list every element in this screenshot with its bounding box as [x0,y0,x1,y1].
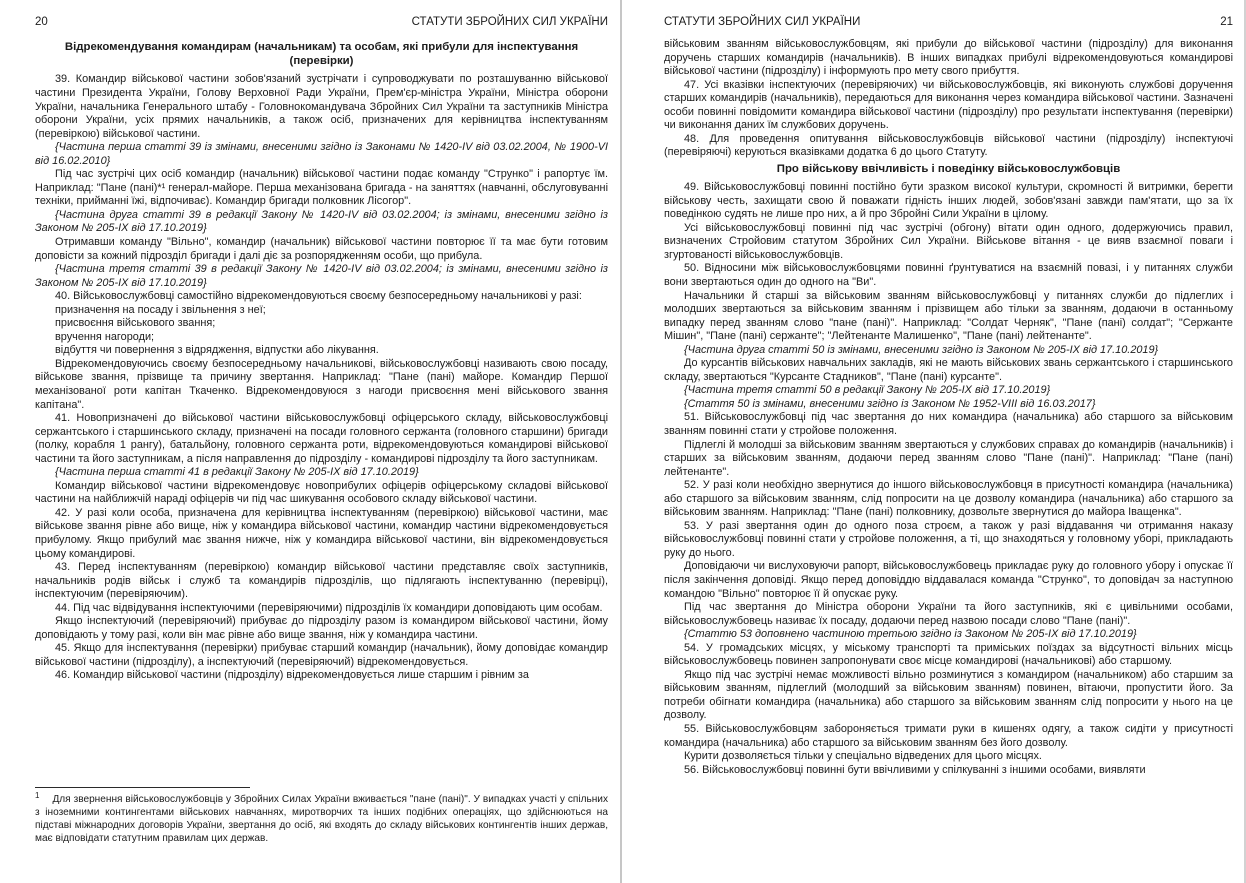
paragraph: військовим званням військовослужбовцям, які прибули до військової частини (підрозділу) для виконання доручень старших командирів (начальників). В інших випадках прибулі відрекомендовуються командирові військової частини (підрозділу) і інформують про мету свого прибуття. [664,38,1233,78]
paragraph: Під час звертання до Міністра оборони України та його заступників, які є цивільними особами, військовослужбовець називає їх посаду, додаючи перед назвою посади слово "Пане (пані)". [664,601,1233,627]
paragraph: Курити дозволяється тільки у спеціально відведених для цього місцях. [684,750,1042,763]
paragraph: 56. Військовослужбовці повинні бути ввічливими у спілкуванні з іншими особами, виявляти [684,763,1146,776]
paragraph: 40. Військовослужбовці самостійно відрекомендовуються своєму безпосередньому начальникові у разі: [55,290,582,303]
amendment-note: {Частина перша статті 39 із змінами, внесеними згідно із Законами № 1420-IV від 03.02.2004, № 1900-VI від 16.02.2010} [35,141,608,167]
running-title: СТАТУТИ ЗБРОЙНИХ СИЛ УКРАЇНИ [411,16,608,28]
paragraph: 44. Під час відвідування інспектуючими (перевіряючими) підрозділів їх командири доповідають цим особам. [55,601,603,614]
footnote-text [35,790,608,845]
amendment-note: {Частина друга статті 39 в редакції Закону № 1420-IV від 03.02.2004; із змінами, внесеними згідно із Законом № 205-ІХ від 17.10.2019} [35,208,608,235]
amendment-note: {Частина третя статті 50 в редакції Закону № 205-ІХ від 17.10.2019} [684,384,1051,397]
footnote-separator [35,787,250,788]
paragraph: 42. У разі коли особа, призначена для керівництва інспектуванням (перевіркою) військової частини, має військове звання рівне або вище, ніж у командира військової частини, командир частини відрекомендовується прибулому. Якщо прибулий має звання нижче, ніж у командира військової частини, він відрекомендовується цьому командирові. [35,506,608,560]
page-21-header [664,15,1233,29]
amendment-note: {Частина перша статті 41 в редакції Закону № 205-ІХ від 17.10.2019} [55,466,419,479]
paragraph: 43. Перед інспектуванням (перевіркою) командир військової частини представляє своїх заступників, начальників родів військ і служб та командирів підрозділів, що підлягають інспектуванню (перевірці), інспектуючим (перевіряючим). [35,561,608,601]
amendment-note: {Частина друга статті 50 із змінами, внесеними згідно із Законом № 205-ІХ від 17.10.2019} [684,343,1159,356]
amendment-note: {Стаття 50 із змінами, внесеними згідно із Законом № 1952-VIII від 16.03.2017} [684,397,1096,410]
paragraph: Відрекомендовуючись своєму безпосередньому начальникові, військовослужбовці називають свою посаду, військове звання, прізвище та причину звертання. Наприклад: "Пане (пані) майоре. Командир Першої механізованої роти капітан Ткаченко. Відрекомендовуюся з нагоди присвоєння мені військового звання капітана". [35,357,608,411]
paragraph: 39. Командир військової частини зобов'язаний зустрічати і супроводжувати по розташуванню військової частини Президента України, Голову Верховної Ради України, Прем'єр-міністра України, Міністра оборони України, начальника Генерального штабу - Головнокомандувача Збройних Сил України та заступників Міністра оборони України, усіх прямих начальників, а також осіб, призначених для керівництва інспектуванням (перевіркою) військової частини. [35,73,608,140]
paragraph: Якщо під час зустрічі немає можливості вільно розминутися з командиром (начальником) або старшим за військовим званням, підлеглий (молодший за військовим званням) повинен, вітаючи, пропустити його. За потреби обігнати командира (начальника) або старшого за військовим званням слід попросити у нього на це дозволу. [664,668,1233,722]
paragraph: До курсантів військових навчальних закладів, які не мають військових звань сержантського і старшинського складу, звертаються "Курсанте Стадников", "Пане (пані) курсанте". [664,357,1233,383]
paragraph: Усі військовослужбовці повинні під час зустрічі (обгону) вітати один одного, додержуючись правил, визначених Стройовим статутом Збройних Сил України. Військове вітання - це вияв взаємної поваги і згуртованості військовослужбовців. [664,221,1233,261]
paragraph: 50. Відносини між військовослужбовцями повинні ґрунтуватися на взаємній повазі, і у питаннях служби вони звертаються один до одного на "Ви". [664,262,1233,288]
paragraph: Якщо інспектуючий (перевіряючий) прибуває до підрозділу разом із командиром військової частини, йому доповідають у тому разі, коли він має рівне або вище звання, ніж у командира частини. [35,615,608,641]
paragraph: Отримавши команду "Вільно", командир (начальник) військової частини повторює її та має бути готовим доповісти за кожний підрозділ бригади і далі діє за розпорядженням особи, що прибула. [35,235,608,262]
paragraph: 52. У разі коли необхідно звернутися до іншого військовослужбовця в присутності командира (начальника) або старшого за військовим званням, слід попросити на це дозволу командира (начальника) або старшого за військовим званням. Наприклад: "Пане (пані) полковнику, дозвольте звернутися до майора Іващенка". [664,479,1233,519]
paragraph: Командир військової частини відрекомендовує новоприбулих офіцерів офіцерському складові військової частини на найближчій нараді офіцерів чи під час шикування особового складу військової частини. [35,479,608,506]
paragraph: Доповідаючи чи вислуховуючи рапорт, військовослужбовець прикладає руку до головного убору і опускає її після закінчення доповіді. Якщо перед доповіддю віддавалася команда "Струнко", то доповідач за наступною командою "Вільно" повторює її й опускає руку. [664,560,1233,600]
page-21 [622,0,1246,883]
page-number: 21 [1220,16,1233,28]
page-20 [0,0,622,883]
paragraph: Начальники й старші за військовим званням військовослужбовці у питаннях служби до підлеглих і молодших звертаються за військовим званням і прізвищем або тільки за званням, додаючи в останньому випадку перед званням слово "пане (пані)". Наприклад: "Солдат Черняк", "Пане (пані) солдат"; "Сержанте Мішин", "Пане (пані) сержанте"; "Лейтенанте Малишенко", "Пане (пані) лейтенанте". [664,289,1233,343]
running-title: СТАТУТИ ЗБРОЙНИХ СИЛ УКРАЇНИ [664,16,861,28]
page-21-content [664,38,1233,777]
paragraph: 49. Військовослужбовці повинні постійно бути зразком високої культури, скромності й витримки, берегти військову честь, захищати свою й поважати гідність інших людей, зобов'язані завжди пам'ятати, що за їх поведінкою судять не лише про них, а й про Збройні Сили України в цілому. [664,181,1233,221]
list-item: призначення на посаду і звільнення з неї; [55,303,266,316]
page-number: 20 [35,16,48,28]
page-20-content [35,38,608,683]
paragraph: 47. Усі вказівки інспектуючих (перевіряючих) чи військовослужбовців, які виконують службові доручення старших командирів (начальників), передаються для виконання через командира військової частини. Зазначені особи повинні повідомити командира військової частини (підрозділу) про результати інспектування (перевірки) чи виконання даних їм службових доручень. [664,78,1233,132]
page-20-header [35,15,608,29]
paragraph: 53. У разі звертання один до одного поза строєм, а також у разі віддавання чи отримання наказу військовослужбовці повинні стати у стройове положення, а ті, що знаходяться у головному уборі, прикладають руку до нього. [664,519,1233,559]
footnote-body: Для звернення військовослужбовців у Збройних Силах України вживається "пане (пані)". У випадках участі у спільних з іноземними контингентами військових навчаннях, миротворчих та інших подібних операціях, що здійснюються на підставі міжнародних договорів України, звертання до осіб, які входять до складу військових контингентів інших держав, має відповідати статутним правилам цих держав. [35,794,608,844]
paragraph: Під час зустрічі цих осіб командир (начальник) військової частини подає команду "Струнко" і рапортує їм. Наприклад: "Пане (пані)*¹ генерал-майоре. Перша механізована бригада - на заняттях (навчанні, обслуговуванні техніки, прийманні їжі, відпочиває). Командир бригади полковник Лісогор". [35,168,608,208]
list-item: відбуття чи повернення з відрядження, відпустки або лікування. [55,344,379,357]
paragraph: 51. Військовослужбовці під час звертання до них командира (начальника) або старшого за військовим званням повинні стати у стройове положення. [664,411,1233,437]
footnote [35,781,608,845]
amendment-note: {Частина третя статті 39 в редакції Закону № 1420-IV від 03.02.2004; із змінами, внесеними згідно із Законом № 205-ІХ від 17.10.2019} [35,263,608,289]
section-heading: Про військову ввічливість і поведінку військовослужбовців [776,162,1121,175]
list-item: вручення нагороди; [55,330,155,343]
footnote-marker: 1 [35,790,40,800]
paragraph: 54. У громадських місцях, у міському транспорті та приміських поїздах за відсутності вільних місць військовослужбовець повинен запропонувати своє місце командирові (начальникові) або старшому. [664,641,1233,668]
paragraph: Підлеглі й молодші за військовим званням звертаються у службових справах до командирів (начальників) і старших за військовим званням, додаючи перед званням слово "Пане (пані)". Наприклад: "Пане (пані) лейтенанте". [664,438,1233,478]
paragraph: 46. Командир військової частини (підрозділу) відрекомендовується лише старшим і рівним за [55,669,529,682]
list-item: присвоєння військового звання; [55,317,216,330]
section-heading: Відрекомендування командирам (начальникам) та особам, які прибули для інспектування (перевірки) [64,41,579,68]
amendment-note: {Статтю 53 доповнено частиною третьою згідно із Законом № 205-ІХ від 17.10.2019} [684,628,1137,641]
paragraph: 55. Військовослужбовцям забороняється тримати руки в кишенях одягу, а також сидіти у присутності командира (начальника) або старшого за військовим званням без його дозволу. [664,723,1233,749]
paragraph: 41. Новопризначені до військової частини військовослужбовці офіцерського складу, військовослужбовці сержантського і старшинського складу, призначені на посади головного сержанта (головного старшини) бригади (полку, корабля 1 рангу), батальйону, головного сержанта роти, відрекомендовуються командирові військової частини та його заступникам, а після направлення до підрозділу - командирові підрозділу та його заступникам. [35,412,608,465]
paragraph: 48. Для проведення опитування військовослужбовців військової частини (підрозділу) інспектуючі (перевіряючі) керуються вказівками додатка 6 до цього Статуту. [664,132,1233,159]
paragraph: 45. Якщо для інспектування (перевірки) прибуває старший командир (начальник), йому доповідає командир військової частини (підрозділу), а інспектуючий (перевіряючий) відрекомендовується. [35,642,608,668]
